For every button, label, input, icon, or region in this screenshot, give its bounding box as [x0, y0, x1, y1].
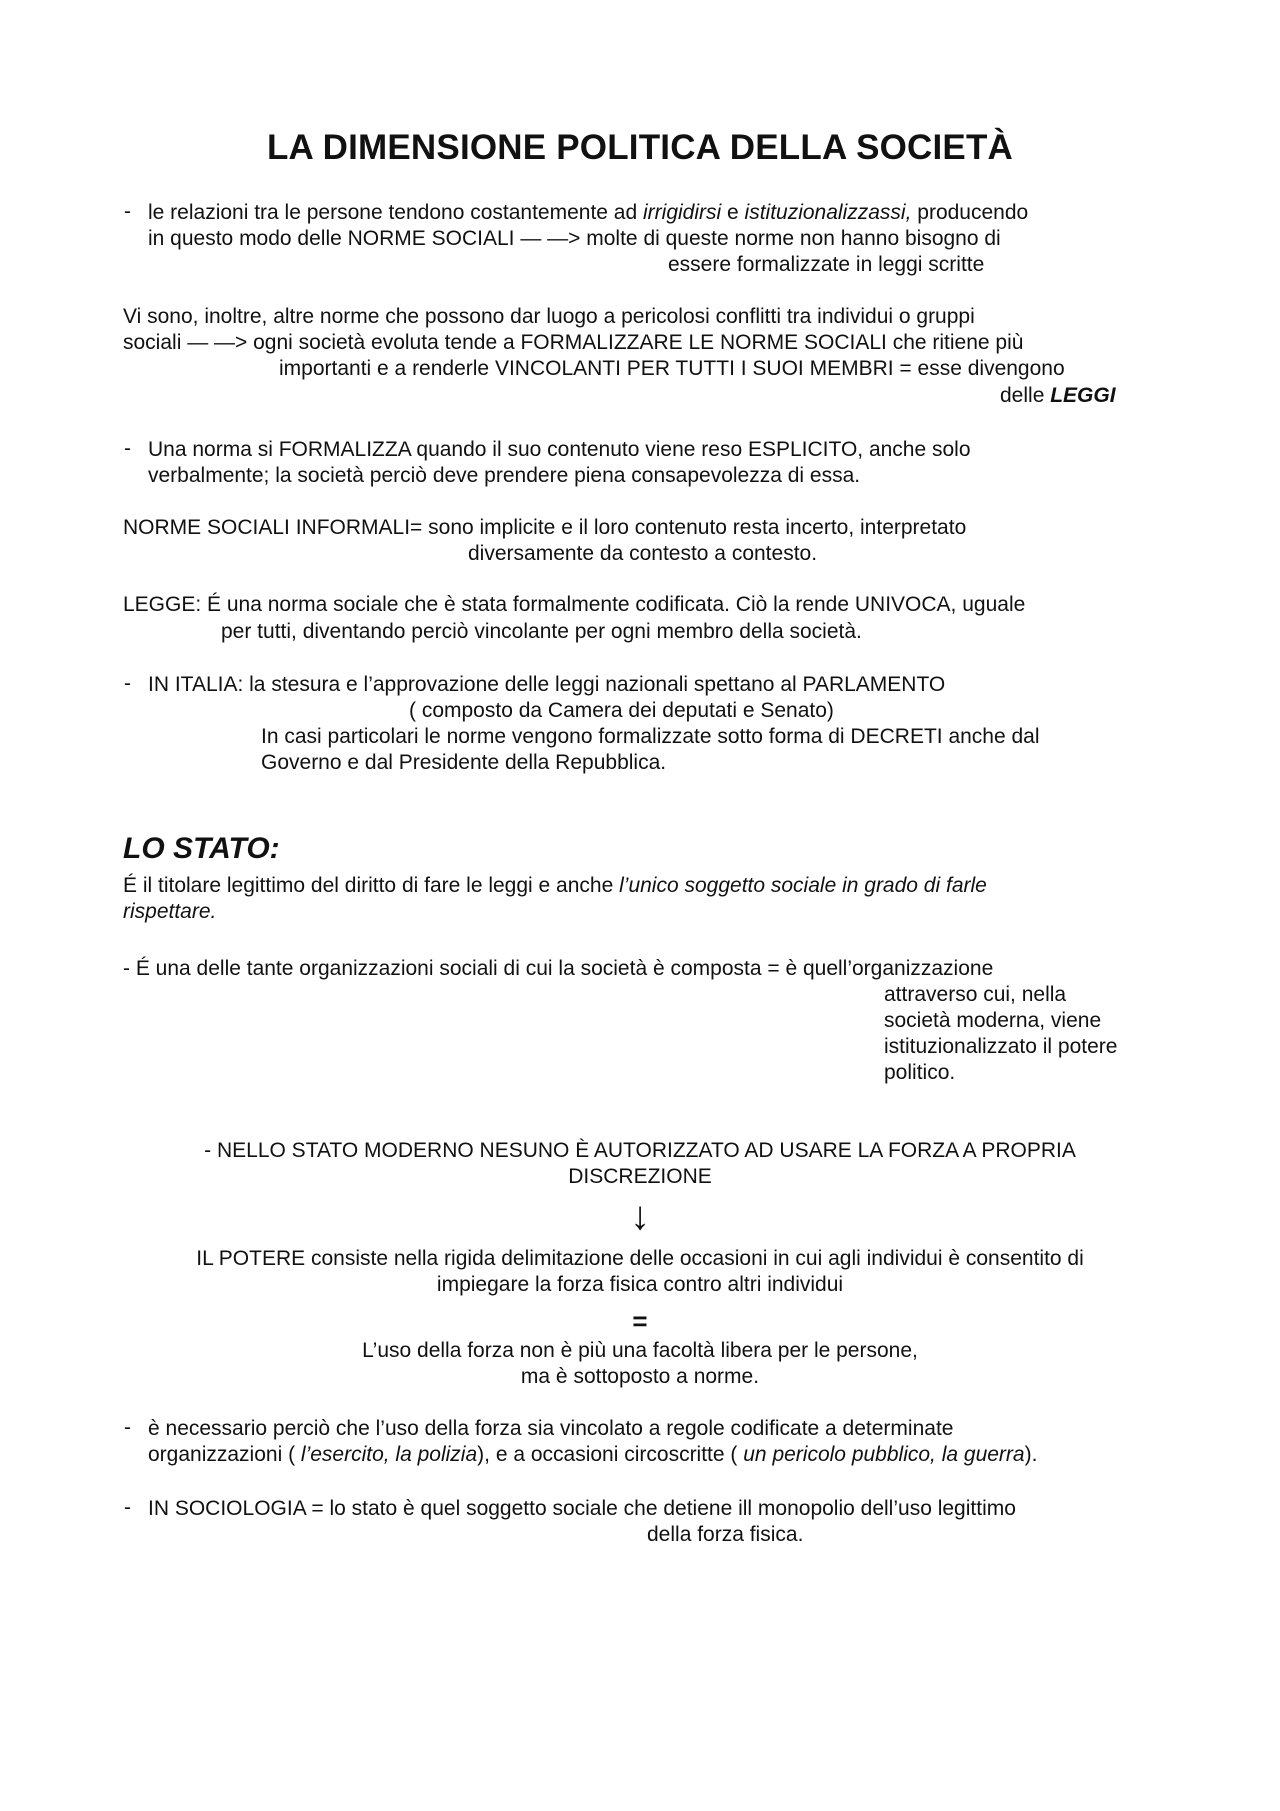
p13-line1: IN SOCIOLOGIA = lo stato è quel soggetto sociale che detiene ill monopolio dell’uso legittimo: [148, 1497, 1016, 1520]
text-run: ), e a occasioni circoscritte (: [477, 1443, 744, 1466]
text-run: É il titolare legittimo del diritto di fare le leggi e anche: [123, 874, 620, 897]
italic-run: rispettare.: [123, 900, 217, 923]
p6-line2: ( composto da Camera dei deputati e Senato): [409, 699, 834, 722]
bullet-dash: -: [124, 1416, 131, 1439]
p4-line1: NORME SOCIALI INFORMALI= sono implicite e il loro contenuto resta incerto, interpretato: [123, 516, 967, 539]
p9-line1: - NELLO STATO MODERNO NESUNO È AUTORIZZATO AD USARE LA FORZA A PROPRIA: [204, 1139, 1076, 1162]
italic-run: un pericolo pubblico, la guerra: [743, 1443, 1025, 1466]
bullet-dash: -: [124, 437, 131, 460]
p6-line3: In casi particolari le norme vengono formalizzate sotto forma di DECRETI anche dal: [261, 725, 1040, 748]
p5-line2: per tutti, diventando perciò vincolante per ogni membro della società.: [221, 620, 862, 643]
p11-line2: ma è sottoposto a norme.: [520, 1365, 760, 1388]
bullet-dash: -: [124, 672, 131, 695]
p2-line1: Vi sono, inoltre, altre norme che possono dar luogo a pericolosi conflitti tra individui o gruppi: [123, 305, 975, 328]
p6-line1: IN ITALIA: la stesura e l’approvazione delle leggi nazionali spettano al PARLAMENTO: [148, 673, 946, 696]
p12-line2: [148, 1442, 1037, 1468]
p1-line2: in questo modo delle NORME SOCIALI — —> molte di queste norme non hanno bisogno di: [148, 227, 1001, 250]
p8-line2: attraverso cui, nella: [884, 983, 1067, 1006]
p4-line2: diversamente da contesto a contesto.: [468, 542, 818, 565]
text-run: producendo: [911, 201, 1029, 224]
p7-line2: [123, 899, 216, 925]
p8-line1: - É una delle tante organizzazioni sociali di cui la società è composta = è quell’organizzazione: [123, 957, 994, 980]
p3-line1: Una norma si FORMALIZZA quando il suo contenuto viene reso ESPLICITO, anche solo: [148, 438, 971, 461]
bold-italic-run: LEGGI: [1050, 384, 1116, 407]
text-run: le relazioni tra le persone tendono costantemente ad: [148, 201, 643, 224]
text-run: e: [721, 201, 745, 224]
bullet-dash: -: [124, 200, 131, 223]
italic-run: irrigidirsi: [643, 201, 722, 224]
p2-line4: [1000, 383, 1116, 409]
italic-run: l’unico soggetto sociale in grado di farle: [619, 874, 987, 897]
bullet-dash: -: [124, 1496, 131, 1519]
equals-sign: =: [632, 1306, 648, 1336]
text-run: organizzazioni (: [148, 1443, 301, 1466]
p5-line1: LEGGE: É una norma sociale che è stata formalmente codificata. Ciò la rende UNIVOCA, uguale: [123, 593, 1026, 616]
p13-line2: della forza fisica.: [647, 1523, 804, 1546]
p12-line1: è necessario perciò che l’uso della forza sia vincolato a regole codificate a determinate: [148, 1417, 954, 1440]
p1-line3: essere formalizzate in leggi scritte: [668, 253, 985, 276]
p8-line5: politico.: [884, 1061, 956, 1084]
p7-line1: [123, 873, 987, 899]
p3-line2: verbalmente; la società perciò deve prendere piena consapevolezza di essa.: [148, 464, 861, 487]
p8-line4: istituzionalizzato il potere: [884, 1035, 1118, 1058]
section-heading: LO STATO:: [123, 832, 280, 865]
text-run: ).: [1024, 1443, 1038, 1466]
p2-line3: importanti e a renderle VINCOLANTI PER TUTTI I SUOI MEMBRI = esse divengono: [279, 357, 1065, 380]
document-title: LA DIMENSIONE POLITICA DELLA SOCIETÀ: [266, 128, 1014, 167]
p8-line3: società moderna, viene: [884, 1009, 1102, 1032]
p11-line1: L’uso della forza non è più una facoltà libera per le persone,: [362, 1339, 918, 1362]
p10-line2: impiegare la forza fisica contro altri individui: [436, 1273, 844, 1296]
italic-run: istituzionalizzassi,: [744, 201, 912, 224]
p1-line1: [148, 200, 1028, 226]
italic-run: l’esercito, la polizia: [300, 1443, 478, 1466]
p9-line2: DISCREZIONE: [568, 1165, 712, 1188]
p6-line4: Governo e dal Presidente della Repubblica.: [261, 751, 667, 774]
text-run: delle: [1000, 384, 1051, 407]
p10-line1: IL POTERE consiste nella rigida delimitazione delle occasioni in cui agli individui è consentito di: [196, 1247, 1084, 1270]
down-arrow-icon: ↓: [630, 1194, 650, 1238]
p2-line2: sociali — —> ogni società evoluta tende a FORMALIZZARE LE NORME SOCIALI che ritiene più: [123, 331, 1024, 354]
